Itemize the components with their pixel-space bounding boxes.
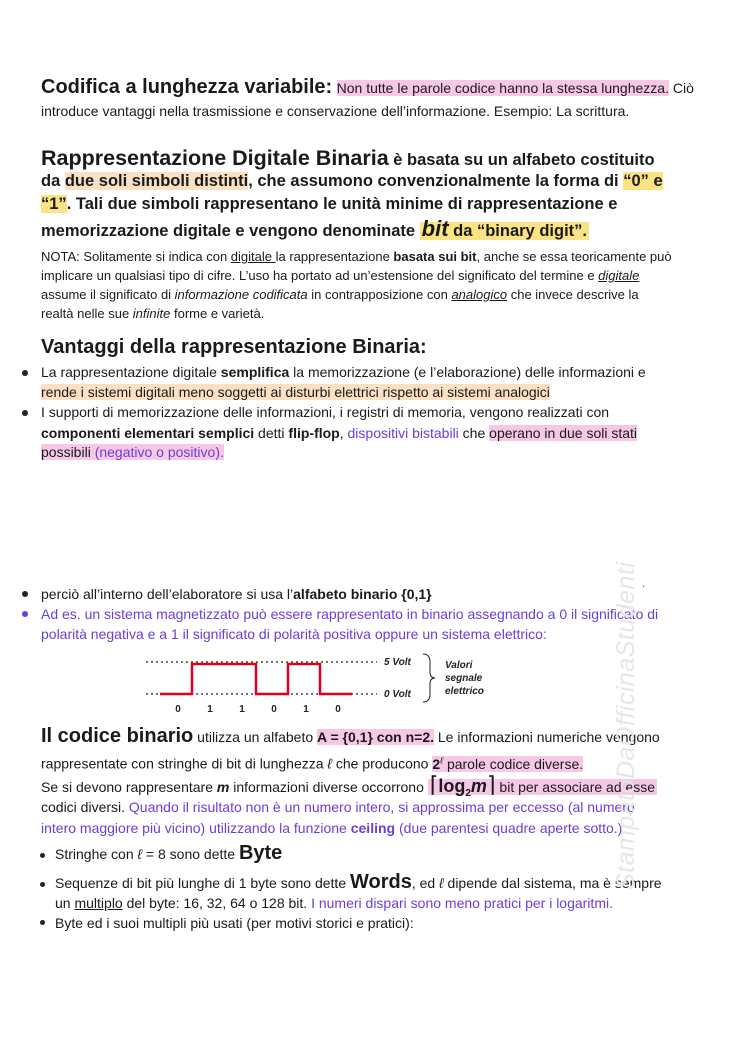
vantaggi-b2-hl1: operano in due soli stati bbox=[489, 425, 638, 441]
vantaggi-b2-hl-block bbox=[41, 444, 224, 460]
codice-line5 bbox=[41, 818, 622, 838]
vantaggi-b1-l2: rende i sistemi digitali meno soggetti ai disturbi elettrici rispetto ai sistemi analogici bbox=[41, 384, 550, 400]
vantaggi-b2-line3 bbox=[41, 442, 224, 462]
ceil-right-bracket-icon: ⌉ bbox=[486, 772, 496, 797]
codice-line2 bbox=[41, 750, 583, 774]
nota-l3-a: assume il significato di bbox=[41, 287, 175, 302]
codice-l3-m: m bbox=[216, 779, 230, 795]
rapp-l2-highlight: due soli simboli distinti bbox=[64, 172, 249, 190]
codice-l3-log: log bbox=[438, 776, 466, 796]
bit-label: 0 bbox=[175, 704, 181, 715]
codice-l4-a: codici diversi. bbox=[41, 799, 129, 815]
codice-l2-exp: ℓ bbox=[440, 755, 444, 765]
nota-l4-i: infinite bbox=[132, 306, 171, 321]
vantaggi-b1-line2 bbox=[41, 382, 550, 402]
nota-l2: implicare un qualsiasi tipo di cifre. L’uso ha portato ad un’estensione del significato del termine e bbox=[41, 268, 599, 283]
alfabeto-b3-a: perciò all’interno dell’elaboratore si usa l’ bbox=[41, 586, 294, 602]
rappresentazione-line4 bbox=[41, 216, 589, 242]
bit-label: 1 bbox=[207, 704, 213, 715]
signal-waveform bbox=[160, 664, 352, 694]
rapp-l4-a: memorizzazione digitale e vengono denominate bbox=[41, 222, 420, 240]
vantaggi-b2-line1: I supporti di memorizzazione delle informazioni, i registri di memoria, vengono realizzati con bbox=[41, 404, 610, 420]
nota-l1-c: , anche se essa teoricamente può bbox=[476, 249, 672, 264]
bullet-dot bbox=[22, 410, 28, 416]
codice-l3-log-m: m bbox=[470, 776, 487, 796]
codice-l3-b: informazioni diverse occorrono bbox=[229, 779, 428, 795]
codice-l1-hl: A = {0,1} con n=2. bbox=[317, 729, 434, 745]
vantaggi-b2-purple: dispositivi bistabili bbox=[347, 425, 459, 441]
codifica-variabile-highlight: Non tutte le parole codice hanno la stessa lunghezza. bbox=[336, 80, 669, 96]
bit-label: 1 bbox=[239, 704, 245, 715]
rapp-l2-q0: “0” e bbox=[623, 172, 663, 190]
byte-b2-c: dipende dal sistema, ma è sempre bbox=[443, 875, 662, 891]
codice-l2-hl bbox=[432, 756, 583, 772]
byte-b2-b: , ed bbox=[411, 875, 440, 891]
codice-l5-purple-a: intero maggiore più vicino) utilizzando la funzione bbox=[41, 820, 351, 836]
nota-line1 bbox=[41, 248, 672, 266]
caption-line-2: segnale bbox=[445, 673, 483, 684]
bullet-dot bbox=[40, 920, 45, 925]
bullet-dot bbox=[22, 591, 28, 597]
vantaggi-b2-a: detti bbox=[254, 425, 289, 441]
rapp-l4-bit-hl bbox=[420, 216, 589, 241]
stray-dot: . bbox=[642, 576, 646, 590]
rapp-l2-b: , che assumono convenzionalmente la forma di bbox=[248, 172, 624, 190]
bit-label: 0 bbox=[335, 704, 341, 715]
byte-b2-big: Words bbox=[350, 871, 412, 893]
nota-l4-b: forme e varietà. bbox=[170, 306, 265, 321]
nota-l1-bold: basata sui bit bbox=[393, 249, 477, 264]
alfabeto-b3 bbox=[41, 584, 432, 604]
rappresentazione-line2 bbox=[41, 172, 663, 191]
rapp-l3-q1: “1” bbox=[41, 195, 67, 213]
codice-l3-c: bit per associare ad esse bbox=[495, 779, 656, 795]
byte-b2-l2-purple: I numeri dispari sono meno pratici per i logaritmi. bbox=[311, 895, 613, 911]
codice-heading: Il codice binario bbox=[41, 725, 194, 747]
byte-b2-line2 bbox=[55, 893, 613, 913]
nota-l1-a: NOTA: Solitamente si indica con bbox=[41, 249, 231, 264]
byte-b2-l2-a: un bbox=[55, 895, 75, 911]
codice-line4 bbox=[41, 797, 635, 817]
codice-l2-ell: ℓ bbox=[327, 755, 332, 772]
byte-b1-ell: ℓ bbox=[137, 846, 143, 862]
nota-l2-iu: digitale bbox=[598, 268, 640, 283]
byte-b1-b: = 8 sono dette bbox=[142, 846, 239, 862]
vantaggi-b2-bold2: flip-flop bbox=[288, 425, 340, 441]
nota-l1-u: digitale bbox=[230, 249, 276, 264]
vantaggi-b1-b: la memorizzazione (e l’elaborazione) delle informazioni e bbox=[289, 364, 646, 380]
bullet-dot bbox=[22, 611, 28, 617]
vantaggi-b2-line2 bbox=[41, 423, 637, 443]
bullet-dot bbox=[22, 370, 28, 376]
rapp-l3-rest: . Tali due simboli rappresentano le unità minime di rappresentazione e bbox=[66, 195, 618, 213]
rappresentazione-line1 bbox=[41, 146, 655, 171]
high-voltage-label: 5 Volt bbox=[384, 657, 411, 668]
nota-l3-i: informazione codificata bbox=[174, 287, 308, 302]
codifica-variabile-after: Ciò bbox=[668, 80, 694, 96]
nota-l3-c: che invece descrive la bbox=[507, 287, 639, 302]
vantaggi-b2-purple2: (negativo o positivo). bbox=[90, 444, 224, 460]
rappresentazione-heading: Rappresentazione Digitale Binaria bbox=[41, 146, 389, 170]
rappresentazione-line3 bbox=[41, 195, 617, 214]
caption-line-1: Valori bbox=[445, 660, 473, 671]
byte-b1-big: Byte bbox=[238, 842, 283, 864]
rappresentazione-l1-rest: è basata su un alfabeto costituito bbox=[388, 151, 655, 169]
low-voltage-label: 0 Volt bbox=[384, 689, 411, 700]
byte-b2-a: Sequenze di bit più lunghe di 1 byte sono dette bbox=[55, 875, 350, 891]
alfabeto-b3-bold: alfabeto binario {0,1} bbox=[293, 586, 432, 602]
codice-line1 bbox=[41, 725, 660, 748]
codice-l2-c: parole codice diverse. bbox=[443, 755, 584, 772]
codice-l2-b: che producono bbox=[331, 755, 433, 772]
vantaggi-b1-a: La rappresentazione digitale bbox=[41, 364, 221, 380]
codice-l4-purple: Quando il risultato non è un numero intero, si approssima per eccesso (al numero bbox=[128, 799, 635, 815]
byte-b1-a: Stringhe con bbox=[55, 846, 138, 862]
codice-l2-base: 2 bbox=[432, 755, 441, 772]
alfabeto-b4-line2: polarità negativa e a 1 il significato di polarità positiva oppure un sistema elettrico: bbox=[41, 626, 547, 642]
caption-line-3: elettrico bbox=[445, 686, 484, 697]
byte-b2-ell: ℓ bbox=[439, 875, 444, 891]
codice-l5-bold: ceiling bbox=[350, 820, 396, 836]
signal-diagram bbox=[140, 650, 500, 716]
vantaggi-b2-b: , bbox=[339, 425, 348, 441]
codifica-variabile-line2: introduce vantaggi nella trasmissione e conservazione dell’informazione. Esempio: La scrittura. bbox=[41, 103, 630, 119]
byte-b1 bbox=[55, 840, 282, 867]
codice-l1-b: Le informazioni numeriche vengono bbox=[434, 729, 660, 745]
byte-b2-line1 bbox=[55, 869, 662, 896]
codifica-variabile-heading: Codifica a lunghezza variabile: bbox=[41, 76, 333, 98]
bit-label: 1 bbox=[303, 704, 309, 715]
alfabeto-b4-line1: Ad es. un sistema magnetizzato può essere rappresentato in binario assegnando a 0 il significato di bbox=[41, 606, 659, 622]
vantaggi-b2-c: che bbox=[458, 425, 490, 441]
nota-l3-b: in contrapposizione con bbox=[307, 287, 452, 302]
codice-l2-a: rappresentate con stringhe di bit di lunghezza bbox=[41, 755, 328, 772]
nota-line4 bbox=[41, 305, 264, 323]
codifica-variabile-line1 bbox=[41, 76, 694, 99]
vantaggi-heading: Vantaggi della rappresentazione Binaria: bbox=[41, 336, 427, 358]
vantaggi-b2-hl2: possibili bbox=[41, 444, 91, 460]
byte-b2-l2-b: del byte: 16, 32, 64 o 128 bit. bbox=[122, 895, 312, 911]
watermark-text: StampatoDaOfficinaStudenti bbox=[612, 561, 640, 890]
vantaggi-b1-line1 bbox=[41, 362, 646, 382]
codice-l3-a: Se si devono rappresentare bbox=[41, 779, 217, 795]
byte-b2-l2-u: multiplo bbox=[74, 895, 123, 911]
codice-l5-purple-b: (due parentesi quadre aperte sotto.) bbox=[395, 820, 623, 836]
rapp-l2-a: da bbox=[41, 172, 65, 190]
rapp-l4-b: da “binary digit”. bbox=[448, 222, 587, 240]
bullet-dot bbox=[40, 853, 45, 858]
byte-b3: Byte ed i suoi multipli più usati (per motivi storici e pratici): bbox=[55, 915, 414, 931]
codice-l3-log-sub: 2 bbox=[465, 787, 471, 799]
nota-l1-b: la rappresentazione bbox=[275, 249, 394, 264]
vantaggi-b2-bold1: componenti elementari semplici bbox=[41, 425, 255, 441]
ceil-left-bracket-icon: ⌈ bbox=[429, 772, 439, 797]
vantaggi-b1-bold: semplifica bbox=[220, 364, 290, 380]
nota-line2 bbox=[41, 267, 639, 285]
codice-l1-a: utilizza un alfabeto bbox=[193, 729, 318, 745]
nota-line3 bbox=[41, 286, 639, 304]
nota-l4-a: realtà nelle sue bbox=[41, 306, 133, 321]
bit-label: 0 bbox=[271, 704, 277, 715]
brace-icon bbox=[423, 654, 435, 702]
bullet-dot bbox=[40, 882, 45, 887]
nota-l3-iu: analogico bbox=[451, 287, 508, 302]
rapp-l4-bit: bit bbox=[421, 216, 449, 241]
